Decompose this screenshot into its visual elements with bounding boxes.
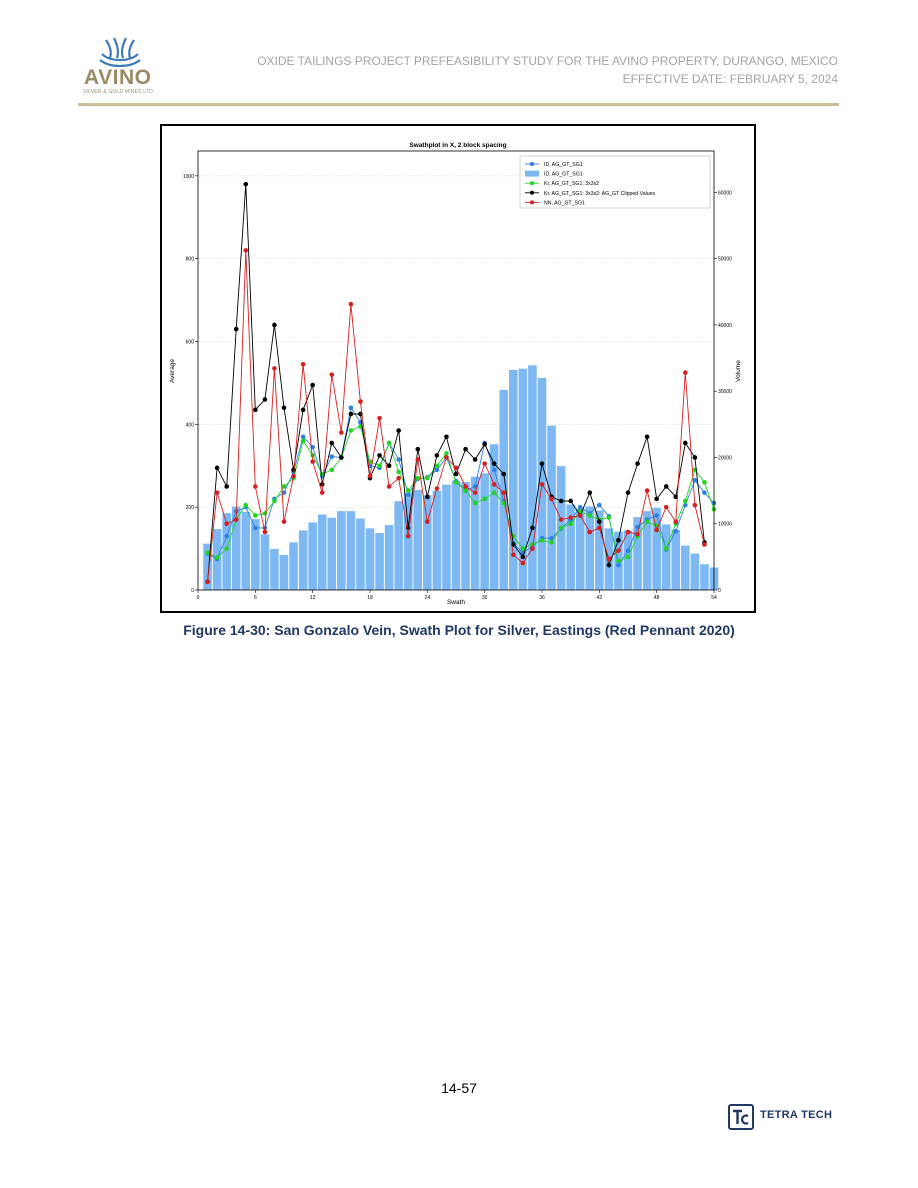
data-point — [482, 497, 487, 502]
volume-bar — [280, 555, 289, 590]
data-point — [683, 499, 688, 504]
y-tick-label: 800 — [185, 256, 194, 263]
data-point — [205, 579, 210, 584]
volume-bar — [671, 530, 680, 590]
data-point — [626, 530, 631, 535]
data-point — [616, 559, 621, 564]
data-point — [215, 555, 220, 560]
data-point — [587, 513, 592, 518]
x-tick-label: 18 — [367, 595, 373, 601]
data-point — [492, 482, 497, 487]
data-point — [406, 534, 411, 539]
data-point — [616, 563, 621, 568]
data-point — [406, 492, 411, 497]
y2-tick-label: 40000 — [718, 322, 732, 329]
tetra-tech-brand: TETRA TECH — [760, 1109, 833, 1121]
data-point — [425, 476, 430, 481]
volume-bar — [270, 549, 279, 590]
data-point — [406, 488, 411, 493]
data-point — [415, 457, 420, 462]
company-name: AVINO — [84, 66, 152, 89]
chart-legend — [520, 156, 710, 208]
data-point — [635, 461, 640, 466]
data-point — [540, 482, 545, 487]
data-point — [387, 463, 392, 468]
y2-tick-label: 20000 — [718, 455, 732, 462]
volume-bar — [337, 511, 346, 590]
data-point — [253, 484, 258, 489]
data-point — [454, 466, 459, 471]
data-point — [702, 542, 707, 547]
data-point — [540, 461, 545, 466]
data-point — [540, 538, 545, 543]
data-point — [224, 484, 229, 489]
volume-bar — [318, 514, 327, 590]
data-point — [654, 497, 659, 502]
data-point — [607, 563, 612, 568]
data-point — [282, 484, 287, 489]
data-point — [683, 441, 688, 446]
data-point — [396, 470, 401, 475]
data-point — [463, 484, 468, 489]
data-point — [387, 441, 392, 446]
data-point — [568, 515, 573, 520]
data-point — [463, 447, 468, 452]
data-point — [664, 484, 669, 489]
data-point — [549, 497, 554, 502]
volume-bar — [461, 482, 470, 590]
data-point — [492, 461, 497, 466]
y2-tick-label: 50000 — [718, 256, 732, 263]
volume-bar — [366, 528, 375, 590]
data-point — [530, 546, 535, 551]
data-point — [587, 530, 592, 535]
data-point — [263, 397, 268, 402]
data-point — [301, 439, 306, 444]
volume-bar — [347, 511, 356, 590]
y-tick-label: 200 — [185, 505, 194, 512]
volume-bar — [404, 493, 413, 590]
data-point — [358, 399, 363, 404]
data-point — [626, 548, 631, 553]
y2-tick-label: 30000 — [718, 389, 732, 396]
data-point — [396, 428, 401, 433]
data-point — [339, 430, 344, 435]
data-point — [425, 519, 430, 524]
data-point — [253, 513, 258, 518]
volume-bar — [681, 546, 690, 590]
x-tick-label: 42 — [596, 595, 603, 601]
data-point — [310, 459, 315, 464]
swath-plot-chart — [162, 126, 754, 611]
data-point — [559, 526, 564, 531]
legend-marker — [530, 181, 534, 185]
data-point — [568, 499, 573, 504]
data-point — [702, 490, 707, 495]
legend-label: Kr, AG_GT_SG1: 3x3x2: AG_GT Clipped Values — [544, 190, 656, 197]
data-point — [435, 453, 440, 458]
data-point — [444, 455, 449, 460]
data-point — [521, 546, 526, 551]
data-point — [587, 490, 592, 495]
volume-bar — [433, 491, 442, 590]
volume-bar — [662, 524, 671, 590]
volume-bar — [490, 444, 499, 590]
data-point — [224, 521, 229, 526]
data-point — [607, 557, 612, 562]
data-point — [282, 519, 287, 524]
data-point — [511, 552, 516, 557]
volume-bar — [413, 490, 422, 590]
data-point — [578, 505, 583, 510]
y-tick-label: 1000 — [182, 173, 194, 180]
data-point — [205, 550, 210, 555]
data-point — [654, 528, 659, 533]
figure-frame — [160, 124, 756, 613]
data-point — [272, 499, 277, 504]
data-point — [645, 434, 650, 439]
volume-bar — [289, 542, 298, 590]
data-point — [349, 412, 354, 417]
volume-bar — [261, 534, 270, 590]
data-point — [253, 526, 258, 531]
x-tick-label: 30 — [481, 595, 488, 601]
volume-bar — [356, 518, 365, 590]
volume-bar — [691, 554, 700, 590]
data-point — [521, 561, 526, 566]
data-point — [329, 454, 334, 459]
data-point — [425, 495, 430, 500]
x-tick-label: 6 — [253, 595, 257, 601]
data-point — [243, 182, 248, 187]
legend-label: ID, AG_GT_SG1 — [544, 162, 583, 168]
data-point — [645, 488, 650, 493]
data-point — [415, 476, 420, 481]
data-point — [626, 555, 631, 560]
data-point — [492, 468, 497, 473]
data-point — [349, 405, 354, 410]
data-point — [664, 546, 669, 551]
data-point — [645, 519, 650, 524]
volume-bar — [394, 501, 403, 590]
document-title: OXIDE TAILINGS PROJECT PREFEASIBILITY STUDY FOR THE AVINO PROPERTY, DURANGO, MEXICO — [257, 54, 838, 68]
data-point — [368, 474, 373, 479]
data-point — [473, 501, 478, 506]
data-point — [435, 486, 440, 491]
data-point — [501, 472, 506, 477]
data-point — [387, 484, 392, 489]
data-point — [234, 517, 239, 522]
data-point — [377, 416, 382, 421]
data-point — [454, 480, 459, 485]
data-point — [224, 546, 229, 551]
y-tick-label: 600 — [185, 339, 194, 346]
data-point — [568, 521, 573, 526]
volume-bar — [299, 530, 308, 590]
data-point — [463, 488, 468, 493]
legend-marker — [530, 191, 534, 195]
data-point — [521, 555, 526, 560]
data-point — [578, 513, 583, 518]
data-point — [329, 441, 334, 446]
legend-label: ID, AG_GT_SG1 — [544, 171, 583, 178]
figure-caption: Figure 14-30: San Gonzalo Vein, Swath Plot for Silver, Eastings (Red Pennant 2020) — [183, 622, 735, 638]
data-point — [693, 455, 698, 460]
data-point — [215, 490, 220, 495]
data-point — [673, 529, 678, 534]
data-point — [597, 526, 602, 531]
data-point — [616, 538, 621, 543]
data-point — [530, 526, 535, 531]
legend-marker — [530, 200, 534, 204]
tetra-tech-logo-icon — [728, 1104, 754, 1130]
data-point — [301, 408, 306, 413]
data-point — [702, 480, 707, 485]
data-point — [473, 490, 478, 495]
y2-tick-label: 10000 — [718, 521, 732, 528]
data-point — [482, 461, 487, 466]
data-point — [349, 428, 354, 433]
data-point — [693, 503, 698, 508]
data-point — [291, 474, 296, 479]
data-point — [272, 323, 277, 328]
volume-bar — [700, 564, 709, 590]
legend-swatch — [525, 171, 539, 177]
page-number: 14-57 — [441, 1080, 477, 1096]
data-point — [454, 472, 459, 477]
data-point — [664, 505, 669, 510]
data-point — [320, 490, 325, 495]
data-point — [559, 499, 564, 504]
data-point — [626, 490, 631, 495]
x-tick-label: 36 — [539, 595, 545, 601]
data-point — [444, 434, 449, 439]
y-tick-label: 400 — [185, 422, 194, 429]
volume-bar — [480, 473, 489, 590]
data-point — [263, 530, 268, 535]
data-point — [234, 327, 239, 332]
volume-bar — [308, 522, 317, 590]
data-point — [272, 366, 277, 371]
data-point — [301, 434, 306, 439]
data-point — [654, 513, 659, 518]
effective-date: EFFECTIVE DATE: FEBRUARY 5, 2024 — [622, 72, 838, 86]
data-point — [243, 248, 248, 253]
data-point — [473, 457, 478, 462]
x-tick-label: 0 — [196, 595, 200, 601]
volume-bar — [452, 481, 461, 590]
data-point — [673, 519, 678, 524]
volume-bar — [442, 485, 451, 590]
volume-bar — [528, 365, 537, 590]
y-axis-label: Average — [169, 358, 176, 384]
data-point — [607, 515, 612, 520]
y2-tick-label: 60000 — [718, 190, 732, 197]
chart-title: Swathplot in X, 2 block spacing — [409, 142, 507, 149]
volume-bar — [241, 512, 250, 590]
data-point — [501, 490, 506, 495]
data-point — [635, 532, 640, 537]
data-point — [415, 447, 420, 452]
data-point — [329, 468, 334, 473]
x-tick-label: 54 — [711, 595, 717, 601]
y-tick-label: 0 — [191, 588, 194, 594]
data-point — [597, 503, 602, 508]
data-point — [482, 442, 487, 447]
data-point — [559, 517, 564, 522]
volume-bar — [624, 530, 633, 590]
data-point — [444, 451, 449, 456]
volume-bar — [423, 495, 432, 590]
legend-label: Kr, AG_GT_SG1: 3x3x2 — [544, 181, 600, 188]
y2-tick-label: 0 — [718, 588, 721, 594]
y2-axis-label: Volume — [735, 360, 742, 382]
x-tick-label: 48 — [653, 595, 660, 601]
data-point — [310, 383, 315, 388]
data-point — [616, 548, 621, 553]
volume-bar — [652, 508, 661, 590]
data-point — [396, 476, 401, 481]
header-divider — [78, 103, 839, 106]
data-point — [215, 466, 220, 471]
volume-bar — [327, 518, 336, 590]
company-subtitle: SILVER & GOLD MINES LTD. — [83, 89, 155, 95]
data-point — [243, 503, 248, 508]
x-axis-label: Swath — [446, 599, 466, 606]
data-point — [377, 463, 382, 468]
legend-marker — [530, 162, 534, 166]
x-tick-label: 24 — [424, 595, 431, 601]
data-point — [282, 405, 287, 410]
data-point — [224, 534, 229, 539]
x-tick-label: 12 — [309, 595, 316, 601]
data-point — [329, 372, 334, 377]
volume-bar — [385, 525, 394, 590]
data-point — [349, 302, 354, 307]
data-point — [549, 540, 554, 545]
legend-label: NN, AG_GT_SG1 — [544, 200, 585, 207]
data-point — [339, 455, 344, 460]
data-point — [377, 453, 382, 458]
data-point — [301, 362, 306, 367]
data-point — [683, 370, 688, 375]
data-point — [492, 490, 497, 495]
volume-bar — [547, 426, 556, 590]
data-point — [253, 408, 258, 413]
data-point — [396, 457, 401, 462]
data-point — [597, 519, 602, 524]
volume-bar — [585, 507, 594, 590]
volume-bar — [375, 533, 384, 590]
